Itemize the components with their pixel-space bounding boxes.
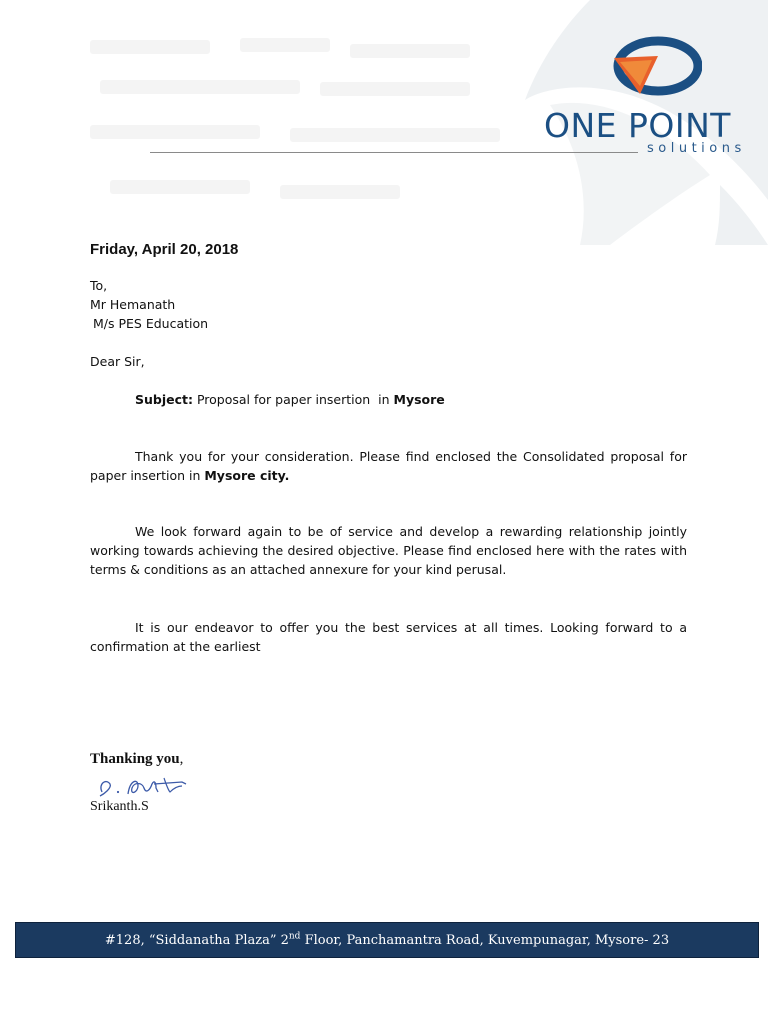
- closing-line: [90, 751, 183, 768]
- subject-text: Proposal for paper insertion in: [193, 392, 394, 407]
- subject-city: Mysore: [393, 392, 445, 407]
- signer-name: Srikanth.S: [90, 799, 149, 814]
- greeting: Dear Sir,: [90, 354, 145, 369]
- footer-address-bar: [15, 922, 759, 958]
- handwritten-signature: [94, 774, 194, 800]
- company-subtitle: solutions: [647, 141, 746, 156]
- closing-comma: ,: [179, 751, 184, 767]
- closing-text: Thanking you: [90, 751, 180, 767]
- recipient-name: Mr Hemanath: [90, 297, 176, 312]
- subject-line: [90, 390, 445, 409]
- header-divider: [150, 152, 638, 153]
- paragraph-1: [90, 447, 687, 485]
- paragraph-1-text: Thank you for your consideration. Please find enclosed the Consolidated proposal for paper insertion in: [90, 449, 687, 483]
- recipient-to: To,: [90, 278, 108, 293]
- recipient-organization: M/s PES Education: [93, 316, 209, 331]
- footer-address: #128, “Siddanatha Plaza” 2nd Floor, Panchamantra Road, Kuvempunagar, Mysore- 23: [104, 931, 670, 948]
- paragraph-3: It is our endeavor to offer you the best services at all times. Looking forward to a confirmation at the earliest: [90, 620, 687, 654]
- letterhead-faded-texture: [90, 20, 550, 220]
- company-name: ONE POINT: [544, 106, 731, 145]
- paragraph-2: We look forward again to be of service and develop a rewarding relationship jointly working towards achieving the desired objective. Please find enclosed here with the rates with terms & conditions as an attached annexure for your kind perusal.: [90, 524, 687, 577]
- company-logo-icon: [606, 36, 702, 100]
- paragraph-1-city: Mysore city.: [204, 468, 290, 483]
- letter-date: Friday, April 20, 2018: [90, 241, 239, 258]
- subject-label: Subject:: [135, 392, 193, 407]
